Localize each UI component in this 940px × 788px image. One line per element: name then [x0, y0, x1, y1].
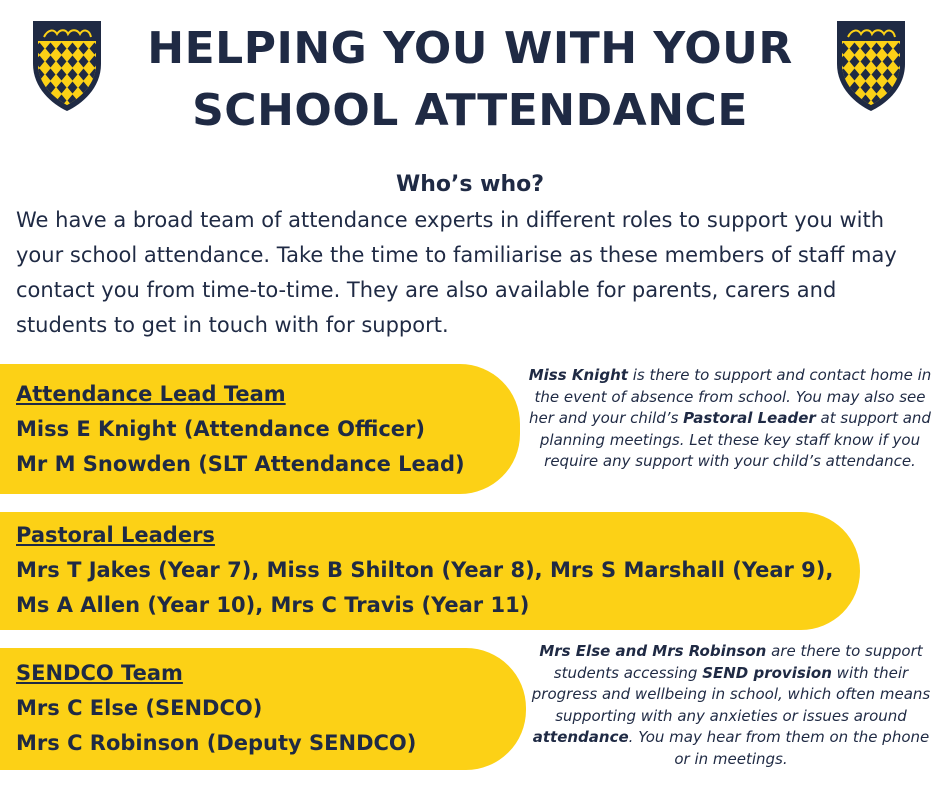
title-line-1: HELPING YOU WITH YOUR	[147, 23, 793, 74]
note-text: . You may hear from them on the phone or in meetings.	[628, 728, 930, 768]
note-emphasis: Mrs Else and Mrs Robinson	[539, 642, 767, 660]
team-member: Mr M Snowden (SLT Attendance Lead)	[16, 452, 465, 476]
team-member: Mrs C Robinson (Deputy SENDCO)	[16, 731, 417, 755]
attendance-lead-team-box	[0, 364, 520, 494]
title-line-2: SCHOOL ATTENDANCE	[192, 85, 748, 136]
sendco-team-note	[526, 641, 936, 770]
section-heading: Who’s who?	[395, 172, 545, 197]
sendco-team-box	[0, 648, 526, 770]
note-text: are there to support students accessing	[553, 642, 923, 682]
note-text: at support and planning meetings. Let these key staff know if you require any support with your child’s attendance.	[539, 409, 931, 470]
pastoral-leaders-box	[0, 512, 860, 630]
attendance-team-note	[528, 365, 932, 473]
note-text: is there to support and contact home in the event of absence from school. You may also see her and your child’s	[529, 366, 932, 427]
team-member: Miss E Knight (Attendance Officer)	[16, 417, 426, 441]
note-emphasis: Miss Knight	[528, 366, 628, 384]
sendco-heading: SENDCO Team	[16, 661, 183, 685]
note-text: with their progress and wellbeing in school, which often means supporting with any anxieties or issues around	[531, 663, 931, 725]
team-member: Mrs C Else (SENDCO)	[16, 696, 263, 720]
note-emphasis: Pastoral Leader	[683, 409, 816, 427]
note-emphasis: SEND provision	[702, 663, 832, 682]
attendance-team-heading: Attendance Lead Team	[16, 382, 286, 406]
school-crest-icon	[30, 18, 104, 114]
note-emphasis: attendance	[532, 728, 629, 746]
intro-paragraph: We have a broad team of attendance experts in different roles to support you with your school attendance. Take the time to familiarise as these members of staff may contact you from time-to-time. They are also available for parents, carers and students to get in touch with for support.	[16, 208, 897, 337]
pastoral-heading: Pastoral Leaders	[16, 523, 215, 547]
page-title	[120, 18, 820, 142]
school-crest-icon	[834, 18, 908, 114]
pastoral-line: Mrs T Jakes (Year 7), Miss B Shilton (Year 8), Mrs S Marshall (Year 9),	[16, 558, 834, 582]
pastoral-line: Ms A Allen (Year 10), Mrs C Travis (Year 11)	[16, 593, 530, 617]
